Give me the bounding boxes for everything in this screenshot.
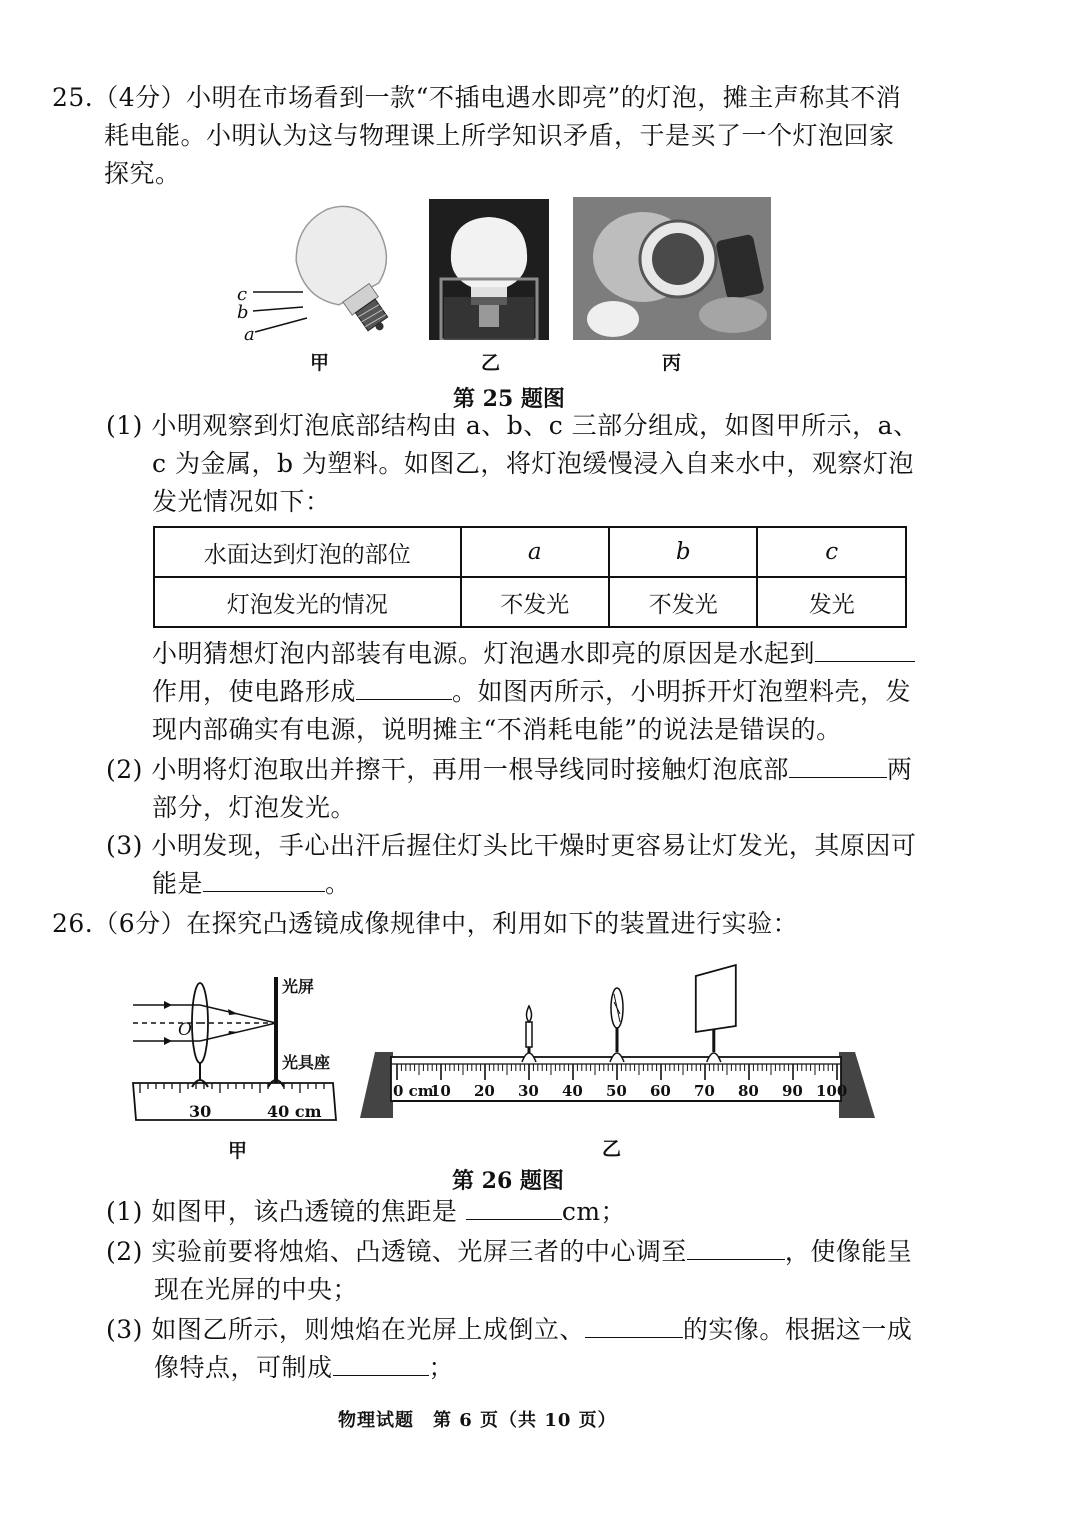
answer-blank-3[interactable] [789,753,887,778]
table-cell: 水面达到灯泡的部位 [154,527,461,577]
q26-p2-line1: (2) 实验前要将烛焰、凸透镜、光屏三者的中心调至 ，使像能呈 [106,1237,913,1266]
tick-label-60: 60 [650,1082,671,1100]
table-row [154,577,906,627]
answer-blank-4[interactable] [203,867,325,892]
bulb-label-c: c [237,284,248,305]
observation-table [153,526,907,628]
screen-label: 光屏 [282,977,315,996]
tick-label-80: 80 [738,1082,759,1100]
q26-points: （6分） [93,909,187,938]
tick-label-30: 30 [518,1082,539,1100]
fig26-caption: 第 26 题图 [452,1168,564,1194]
table-cell: 灯泡发光的情况 [154,577,461,627]
tick-30-label: 30 [189,1102,212,1121]
fig25-yi-label: 乙 [481,352,501,374]
optical-bench-label: 光具座 [282,1053,331,1072]
q26-p1-number: (1) [106,1197,143,1226]
q25-points: （4分） [93,83,187,112]
table-cell: b [609,527,757,577]
table-cell: a [461,527,609,577]
answer-blank-5[interactable] [466,1195,562,1220]
table-row [154,527,906,577]
q26-p1: (1) 如图甲，该凸透镜的焦距是 cm； [106,1197,627,1226]
q25-p1-number: (1) [106,411,143,440]
table-cell: c [757,527,906,577]
convex-lens [610,988,624,1062]
bulb-label-a: a [244,324,255,345]
q25-p2-number: (2) [106,755,143,784]
tick-label-0: 0 cm [393,1082,434,1100]
fig26-jia-label: 甲 [228,1140,248,1162]
tick-label-10: 10 [430,1082,451,1100]
fig25-bing-label: 丙 [662,352,682,374]
q25-p2-line1: (2) 小明将灯泡取出并擦干，再用一根导线同时接触灯泡底部 两 [106,755,913,784]
q26-number: 26. [52,909,94,938]
bulb-label-b: b [237,302,249,323]
disassembled-bulb-icon [573,197,771,340]
bulb-in-water-photo [429,199,549,340]
q25-p1-after1: 小明猜想灯泡内部装有电源。灯泡遇水即亮的原因是水起到 [152,636,915,672]
table-cell: 不发光 [461,577,609,627]
q26-intro: 26.（6分）在探究凸透镜成像规律中，利用如下的装置进行实验： [52,909,799,938]
q25-p1-line3: 发光情况如下： [152,487,331,516]
answer-blank-7[interactable] [585,1313,683,1338]
q25-p3-line1: (3) 小明发现，手心出汗后握住灯头比干燥时更容易让灯发光，其原因可 [106,831,917,860]
q25-p2-line2: 部分，灯泡发光。 [152,793,357,822]
fig25-caption: 第 25 题图 [453,386,565,412]
answer-blank-6[interactable] [687,1235,785,1260]
fig26-yi-label: 乙 [602,1138,622,1160]
bulb-in-water-icon [429,199,549,340]
q25-intro-line3: 探究。 [104,159,181,188]
light-screen [696,965,736,1062]
answer-blank-2[interactable] [356,675,452,700]
answer-blank-1[interactable] [815,637,915,662]
q25-p1-line1: (1) 小明观察到灯泡底部结构由 a、b、c 三部分组成，如图甲所示，a、 [106,411,919,440]
q26-p2-number: (2) [106,1237,143,1266]
q25-p3-line2: 能是 。 [152,869,351,898]
disassembled-bulb-photo [573,197,771,340]
answer-blank-8[interactable] [333,1351,429,1376]
q25-p1-after2: 作用，使电路形成 。如图丙所示，小明拆开灯泡塑料壳，发 [152,677,912,706]
optical-bench-diagram [355,960,880,1130]
q25-intro-line1: 25.（4分）小明在市场看到一款“不插电遇水即亮”的灯泡，摊主声称其不消 [52,83,902,112]
tick-label-50: 50 [606,1082,627,1100]
q26-p3-line2: 像特点，可制成 ； [154,1353,455,1382]
candle [522,1006,536,1062]
table-cell: 不发光 [609,577,757,627]
page-footer: 物理试题 第 6 页（共 10 页） [338,1410,617,1431]
tick-label-70: 70 [694,1082,715,1100]
q25-intro-line2: 耗电能。小明认为这与物理课上所学知识矛盾，于是买了一个灯泡回家 [104,121,895,150]
q26-p2-line2: 现在光屏的中央； [154,1275,359,1304]
table-cell: 发光 [757,577,906,627]
q25-p3-number: (3) [106,831,143,860]
tick-40-label: 40 cm [267,1102,322,1121]
q26-p3-line1: (3) 如图乙所示，则烛焰在光屏上成倒立、 的实像。根据这一成 [106,1315,913,1344]
q25-number: 25. [52,83,94,112]
bench-tick-labels [355,1082,880,1104]
tick-label-100: 100 [816,1082,848,1100]
tick-label-20: 20 [474,1082,495,1100]
q25-p1-line2: c 为金属，b 为塑料。如图乙，将灯泡缓慢浸入自来水中，观察灯泡 [152,449,914,478]
tick-label-40: 40 [562,1082,583,1100]
lens-center-label: O [178,1020,192,1040]
fig25-jia-label: 甲 [310,352,330,374]
q25-p1-after3: 现内部确实有电源，说明摊主“不消耗电能”的说法是错误的。 [152,715,842,744]
tick-label-90: 90 [782,1082,803,1100]
q26-p3-number: (3) [106,1315,143,1344]
